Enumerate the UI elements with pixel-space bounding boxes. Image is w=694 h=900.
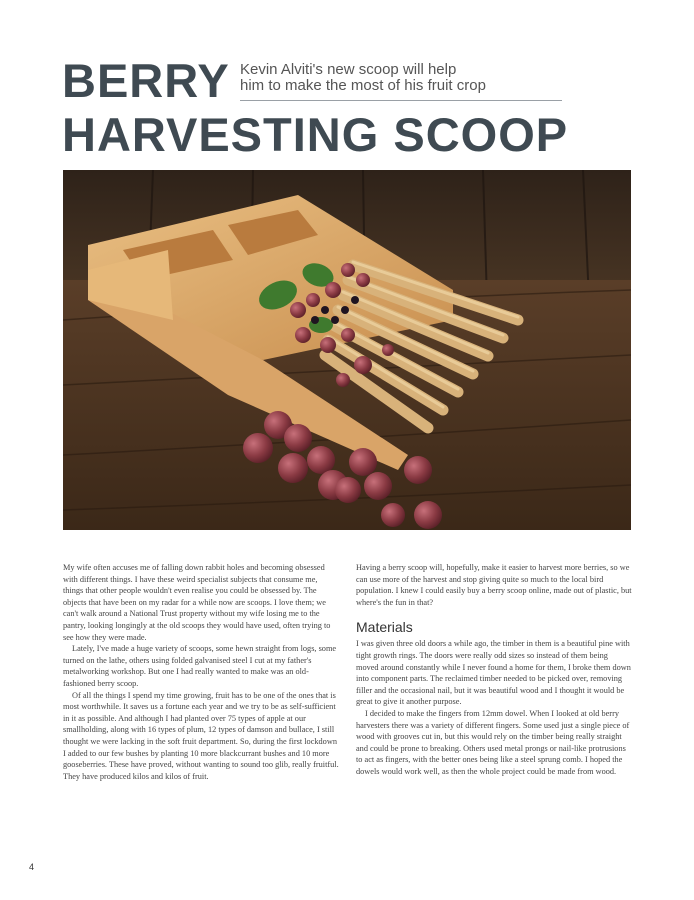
berry-scoop-photo xyxy=(63,170,631,530)
standfirst xyxy=(240,62,570,94)
article-column-right xyxy=(356,562,632,778)
body-paragraph: Of all the things I spend my time growing, fruit has to be one of the ones that is most worthwhile. It saves us a fortune each year and we try to be as self-sufficient in it as possible. And although I had planted over 75 types of apple at our smallholding, along with 16 types of plum, 12 types of damson and bullace, I still thought we were lacking in the soft fruit department. So, during the first lockdown I added to our few bushes by planting 10 more blackcurrant bushes and 10 more gooseberries. These have proved, without wanting to sound too glib, really fruitful. They have produced kilos and kilos of fruit. xyxy=(63,690,339,781)
materials-heading: Materials xyxy=(356,619,413,636)
page-number: 4 xyxy=(29,862,35,872)
standfirst-line-2: him to make the most of his fruit crop xyxy=(240,77,486,94)
standfirst-divider xyxy=(240,100,562,101)
standfirst-line-1: Kevin Alviti's new scoop will help xyxy=(240,61,457,78)
headline-line-2: HARVESTING SCOOP xyxy=(62,108,569,161)
body-paragraph: I was given three old doors a while ago, the timber in them is a beautiful pine with tight growth rings. The doors were really odd sizes so instead of them being moved around constantly while I never found a home for them, I broke them down into component parts. The reclaimed timber needed to be picked over, removing filler and the occasional nail, but it was beautiful wood and I thought it would be great to give it another purpose. xyxy=(356,639,631,707)
article-column-left xyxy=(63,562,339,782)
body-paragraph: Having a berry scoop will, hopefully, make it easier to harvest more berries, so we can use more of the harvest and stop giving quite so much to the local bird population. I knew I could easily buy a berry scoop online, made out of plastic, but where's the fun in that? xyxy=(356,563,632,607)
body-paragraph: My wife often accuses me of falling down rabbit holes and becoming obsessed with different things. I have these weird specialist subjects that consume me, things that other people wouldn't even realise you could be obsessed by. The objects that have been on my radar for a while now are scoops. I love them; we can't walk around a National Trust property without my wife losing me to the pantry, looking longingly at the old scoops they would have used, often trying to see how they were made. xyxy=(63,563,331,642)
body-paragraph: I decided to make the fingers from 12mm dowel. When I looked at old berry harvesters there was a variety of different fingers. Some used just a single piece of wood with grooves cut in, but this would rely on the timber being really straight and could be prone to breaking. Others used metal prongs or nail-like protrusions to act as fingers, with the better ones being like a steel sprung comb. I hoped the dowels would work well, as then the whole project could be made from wood. xyxy=(356,708,630,776)
headline-line-1: BERRY xyxy=(62,54,230,107)
photo-illustration xyxy=(63,170,631,530)
body-paragraph: Lately, I've made a huge variety of scoops, some hewn straight from logs, some turned on the lathe, others using folded galvanised steel I cut at my father's metalworking workshop. But one I had really wanted to make was an old-fashioned berry scoop. xyxy=(63,644,337,688)
